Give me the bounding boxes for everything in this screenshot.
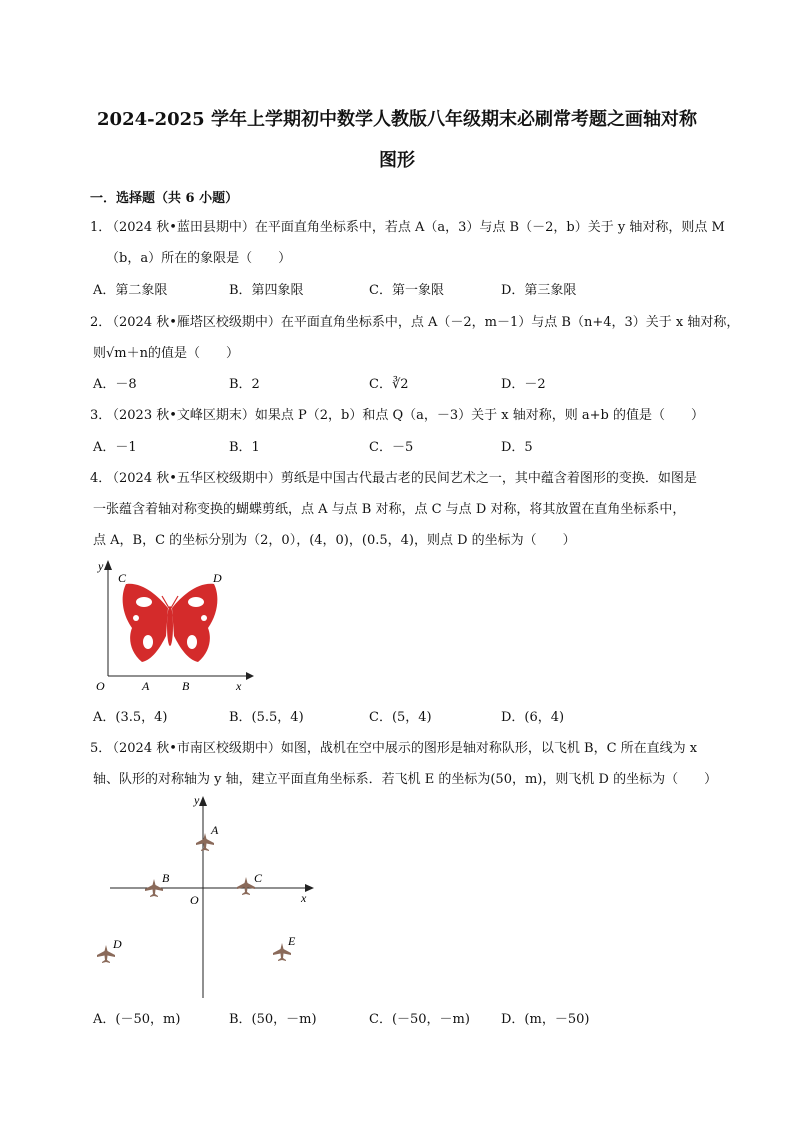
q4-option-d[interactable]: D．(6，4) <box>501 710 565 725</box>
q3-option-c[interactable]: C．－5 <box>369 440 414 455</box>
q5-option-c[interactable]: C．(－50，－m) <box>369 1012 470 1027</box>
q5-number: 5． <box>90 741 112 756</box>
page-title-line2: 图形 <box>379 150 415 171</box>
point-b-label: B <box>182 679 190 692</box>
q4-line3: 点 A，B，C 的坐标分别为（2，0），(4，0)，(0.5，4)，则点 D 的坐标为（ ） <box>93 533 576 548</box>
q3-option-a[interactable]: A．－1 <box>93 440 137 455</box>
section-heading: 一．选择题（共 6 小题） <box>90 191 239 206</box>
page-title-line1: 2024-2025 学年上学期初中数学人教版八年级期末必刷常考题之画轴对称 <box>97 109 697 130</box>
q4-number: 4． <box>90 471 112 486</box>
plane-d-label: D <box>113 937 122 951</box>
q5-line2: 轴、队形的对称轴为 y 轴，建立平面直角坐标系．若飞机 E 的坐标为(50，m)，则飞机 D 的坐标为（ ） <box>93 772 718 787</box>
q2-option-c[interactable]: C．∛2 <box>369 377 409 392</box>
q5-line1: （2024 秋•市南区校级期中）如图，战机在空中展示的图形是轴对称队形，以飞机 B，C 所在直线为 x <box>106 741 698 756</box>
q1-line1: （2024 秋•蓝田县期中）在平面直角坐标系中，若点 A（a，3）与点 B（－2，b）关于 y 轴对称，则点 M <box>106 220 725 235</box>
q1-option-a[interactable]: A．第二象限 <box>93 283 168 298</box>
x-axis-arrow <box>305 884 314 892</box>
y-axis-label: y <box>194 793 200 807</box>
x-axis-label: x <box>301 891 307 905</box>
q1-option-d[interactable]: D．第三象限 <box>501 283 577 298</box>
q4-option-c[interactable]: C．(5，4) <box>369 710 432 725</box>
plane-b-label: B <box>162 871 170 885</box>
q2-line1: （2024 秋•雁塔区校级期中）在平面直角坐标系中，点 A（－2，m－1）与点 B（n+4，3）关于 x 轴对称， <box>106 315 740 330</box>
q3-option-d[interactable]: D．5 <box>501 440 533 455</box>
q4-line1: （2024 秋•五华区校级期中）剪纸是中国古代最古老的民间艺术之一，其中蕴含着图形的变换．如图是 <box>106 471 697 486</box>
q1-number: 1． <box>90 220 112 235</box>
q5-option-d[interactable]: D．(m，－50) <box>501 1012 590 1027</box>
q2-option-b[interactable]: B．2 <box>229 377 260 392</box>
q1-option-b[interactable]: B．第四象限 <box>229 283 304 298</box>
plane-a-label: A <box>211 823 219 837</box>
butterfly-figure <box>88 556 258 692</box>
q3-option-b[interactable]: B．1 <box>229 440 260 455</box>
point-d-label: D <box>213 571 222 585</box>
x-axis-arrow <box>246 672 254 680</box>
q3-number: 3． <box>90 408 112 423</box>
q5-option-b[interactable]: B．(50，－m) <box>229 1012 317 1027</box>
origin-label: O <box>96 679 105 692</box>
q4-option-a[interactable]: A．(3.5，4) <box>93 710 168 725</box>
q4-option-b[interactable]: B．(5.5，4) <box>229 710 304 725</box>
q5-option-a[interactable]: A．(－50，m) <box>93 1012 181 1027</box>
y-axis-arrow <box>199 796 207 806</box>
y-axis-arrow <box>104 560 112 570</box>
butterfly-shape <box>123 584 218 662</box>
plane-formation-figure <box>90 788 320 1000</box>
q2-option-a[interactable]: A．－8 <box>93 377 137 392</box>
q2-number: 2． <box>90 315 112 330</box>
q3-line1: （2023 秋•文峰区期末）如果点 P（2，b）和点 Q（a，－3）关于 x 轴对称，则 a+b 的值是（ ） <box>106 408 704 423</box>
q1-line2: （b，a）所在的象限是（ ） <box>106 251 292 266</box>
point-a-label: A <box>142 679 150 692</box>
point-c-label: C <box>118 571 127 585</box>
q1-option-c[interactable]: C．第一象限 <box>369 283 444 298</box>
plane-b-icon <box>145 879 163 897</box>
q2-option-d[interactable]: D．－2 <box>501 377 546 392</box>
q2-line2: 则√m＋n的值是（ ） <box>93 346 239 361</box>
plane-c-icon <box>237 877 255 895</box>
origin-label: O <box>190 893 199 907</box>
x-axis-label: x <box>236 679 242 692</box>
plane-c-label: C <box>254 871 263 885</box>
q4-line2: 一张蕴含着轴对称变换的蝴蝶剪纸，点 A 与点 B 对称，点 C 与点 D 对称，将其放置在直角坐标系中， <box>93 502 686 517</box>
y-axis-label: y <box>98 559 104 573</box>
plane-e-label: E <box>288 934 296 948</box>
